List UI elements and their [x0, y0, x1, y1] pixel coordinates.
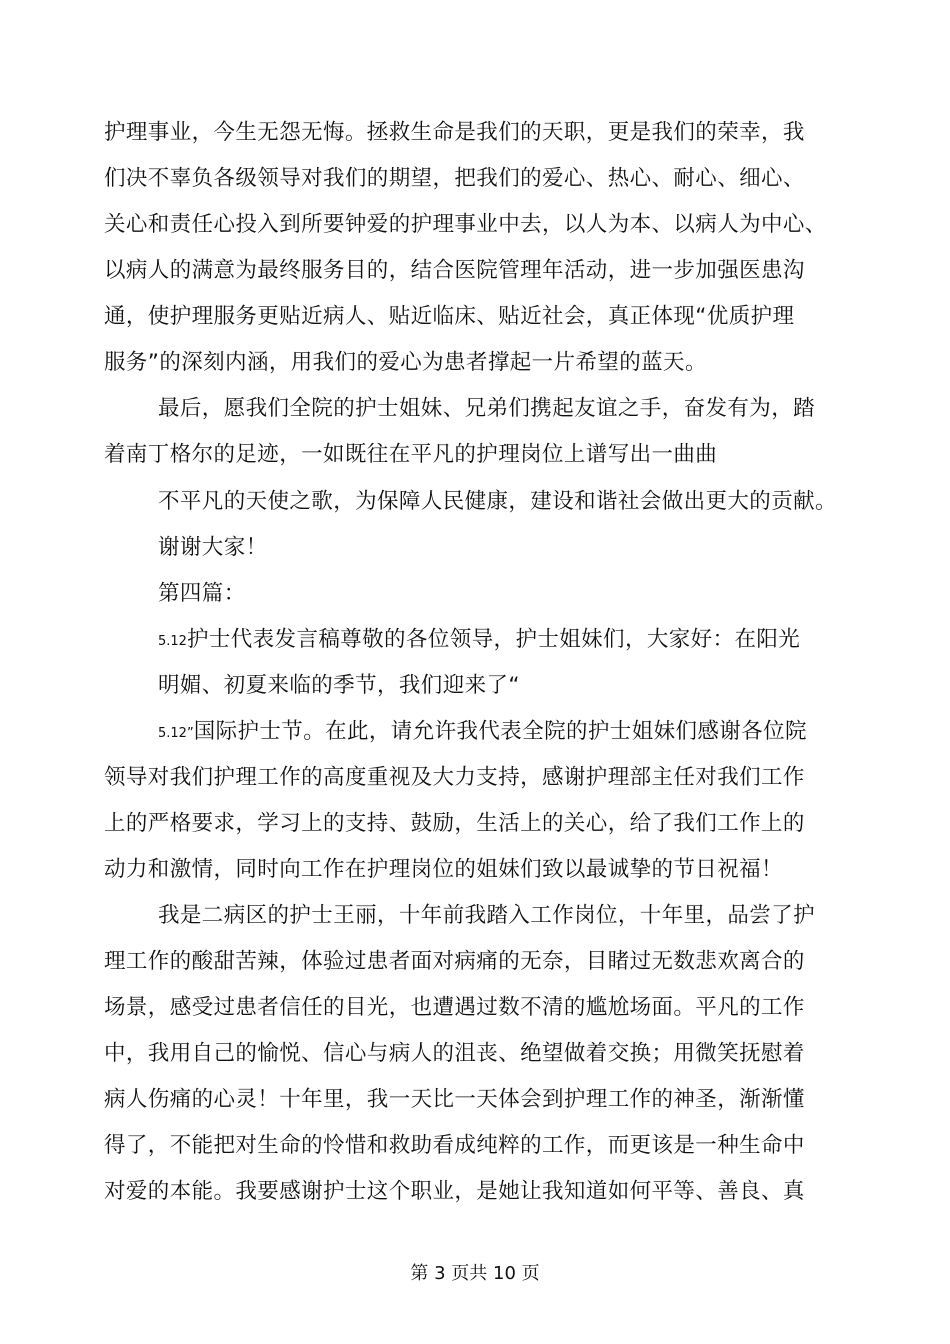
text-line: 领导对我们护理工作的高度重视及大力支持，感谢护理部主任对我们工作 — [104, 765, 805, 790]
section-title: 第四篇： — [158, 581, 246, 606]
text-line — [158, 717, 807, 749]
text-line: 对爱的本能。我要感谢护士这个职业，是她让我知道如何平等、善良、真 — [104, 1179, 805, 1204]
text-line: 动力和激情，同时向工作在护理岗位的姐妹们致以最诚挚的节日祝福！ — [104, 857, 783, 882]
text-line: 服务”的深刻内涵，用我们的爱心为患者撑起一片希望的蓝天。 — [104, 350, 707, 375]
text-line-rest: 国际护士节。在此，请允许我代表全院的护士姐妹们感谢各位院 — [193, 719, 807, 744]
text-line: 最后，愿我们全院的护士姐妹、兄弟们携起友谊之手，奋发有为，踏 — [158, 396, 816, 421]
text-line: 场景，感受过患者信任的目光，也遭遇过数不清的尴尬场面。平凡的工作 — [104, 995, 805, 1020]
text-line: 中，我用自己的愉悦、信心与病人的沮丧、绝望做着交换；用微笑抚慰着 — [104, 1041, 805, 1066]
text-line: 不平凡的天使之歌，为保障人民健康，建设和谐社会做出更大的贡献。 — [158, 489, 837, 514]
text-line: 我是二病区的护士王丽，十年前我踏入工作岗位，十年里，品尝了护 — [158, 903, 816, 928]
text-line: 理工作的酸甜苦辣，体验过患者面对病痛的无奈，目睹过无数悲欢离合的 — [104, 949, 805, 974]
text-line: 们决不辜负各级领导对我们的期望，把我们的爱心、热心、耐心、细心、 — [104, 166, 805, 191]
text-line: 得了，不能把对生命的怜惜和救助看成纯粹的工作，而更该是一种生命中 — [104, 1133, 805, 1158]
text-line: 通，使护理服务更贴近病人、贴近临床、贴近社会，真正体现“优质护理 — [104, 304, 795, 329]
text-line: 明媚、初夏来临的季节，我们迎来了“ — [158, 673, 520, 698]
text-line: 病人伤痛的心灵！十年里，我一天比一天体会到护理工作的神圣，渐渐懂 — [104, 1087, 805, 1112]
text-line: 着南丁格尔的足迹，一如既往在平凡的护理岗位上谱写出一曲曲 — [104, 442, 718, 467]
thanks-line: 谢谢大家！ — [158, 535, 268, 560]
date-prefix: 5.12” — [158, 726, 194, 741]
text-line-rest: 护士代表发言稿尊敬的各位领导，护士姐妹们，大家好：在阳光 — [186, 627, 801, 652]
text-line: 关心和责任心投入到所要钟爱的护理事业中去，以人为本、以病人为中心、 — [104, 212, 827, 237]
page-number-footer: 第 3 页共 10 页 — [410, 1263, 540, 1284]
text-line: 护理事业，今生无怨无悔。拯救生命是我们的天职，更是我们的荣幸，我 — [104, 120, 805, 145]
text-line: 上的严格要求，学习上的支持、鼓励，生活上的关心，给了我们工作上的 — [104, 811, 805, 836]
text-line: 以病人的满意为最终服务目的，结合医院管理年活动，进一步加强医患沟 — [104, 258, 805, 283]
date-prefix: 5.12 — [158, 634, 187, 649]
text-line — [158, 625, 800, 657]
